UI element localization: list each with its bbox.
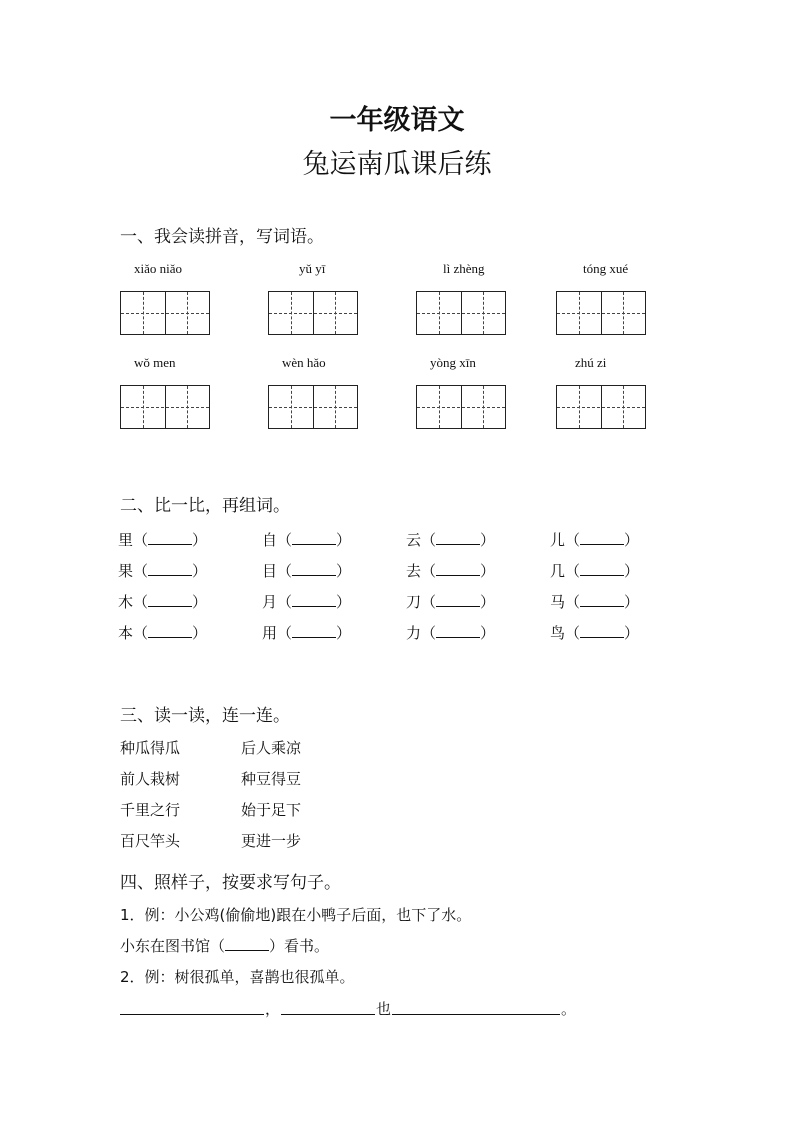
section3-heading: 三、读一读，连一连。 — [120, 706, 290, 726]
close-paren: ） — [624, 624, 640, 642]
q1-answer-blank[interactable] — [225, 936, 269, 951]
answer-blank[interactable] — [148, 530, 192, 545]
open-paren: （ — [133, 562, 149, 580]
answer-blank[interactable] — [580, 530, 624, 545]
compare-item — [406, 560, 495, 581]
page-subtitle: 兔运南瓜课后练 — [302, 149, 492, 180]
compare-char: 用 — [262, 624, 278, 642]
q2-period: 。 — [561, 1000, 577, 1018]
compare-item — [262, 622, 351, 643]
close-paren: ） — [192, 531, 208, 549]
compare-item — [118, 591, 207, 612]
answer-blank[interactable] — [580, 592, 624, 607]
section4-heading: 四、照样子，按要求写句子。 — [120, 873, 341, 893]
close-paren: ） — [192, 624, 208, 642]
close-paren: ） — [624, 562, 640, 580]
writing-grid[interactable] — [556, 385, 646, 429]
q2-blank-3[interactable] — [392, 1014, 560, 1015]
compare-char: 儿 — [550, 531, 566, 549]
compare-item — [262, 591, 351, 612]
answer-blank[interactable] — [292, 592, 336, 607]
close-paren: ） — [480, 562, 496, 580]
q2-example: 2．例：树很孤单，喜鹊也很孤单。 — [120, 968, 355, 986]
compare-char: 几 — [550, 562, 566, 580]
open-paren: （ — [277, 593, 293, 611]
q2-comma: ， — [265, 1000, 281, 1018]
open-paren: （ — [277, 531, 293, 549]
idiom-right[interactable]: 后人乘凉 — [241, 739, 302, 757]
answer-blank[interactable] — [436, 592, 480, 607]
writing-grid[interactable] — [416, 385, 506, 429]
compare-char: 目 — [262, 562, 278, 580]
compare-char: 刀 — [406, 593, 422, 611]
q2-blank-1[interactable] — [120, 1014, 264, 1015]
answer-blank[interactable] — [580, 623, 624, 638]
open-paren: （ — [133, 624, 149, 642]
pinyin-label: xiǎo niǎo — [134, 261, 183, 276]
compare-item — [550, 591, 639, 612]
writing-grid[interactable] — [120, 385, 210, 429]
writing-grid[interactable] — [268, 385, 358, 429]
answer-blank[interactable] — [148, 623, 192, 638]
compare-item — [262, 529, 351, 550]
compare-char: 果 — [118, 562, 134, 580]
q1-example: 1．例：小公鸡(偷偷地)跟在小鸭子后面，也下了水。 — [120, 906, 472, 924]
close-paren: ） — [480, 593, 496, 611]
compare-char: 木 — [118, 593, 134, 611]
pinyin-label: wǒ men — [134, 355, 176, 370]
open-paren: （ — [565, 624, 581, 642]
section1-heading: 一、我会读拼音，写词语。 — [120, 227, 324, 247]
pinyin-label: yǔ yī — [299, 261, 326, 276]
open-paren: （ — [421, 531, 437, 549]
answer-blank[interactable] — [292, 623, 336, 638]
compare-char: 本 — [118, 624, 134, 642]
close-paren: ） — [192, 593, 208, 611]
writing-grid[interactable] — [416, 291, 506, 335]
open-paren: （ — [133, 593, 149, 611]
answer-blank[interactable] — [436, 561, 480, 576]
compare-item — [406, 591, 495, 612]
idiom-left[interactable]: 前人栽树 — [120, 770, 181, 788]
close-paren: ） — [336, 531, 352, 549]
compare-item — [118, 529, 207, 550]
compare-char: 云 — [406, 531, 422, 549]
writing-grid[interactable] — [120, 291, 210, 335]
close-paren: ） — [192, 562, 208, 580]
page-title: 一年级语文 — [329, 105, 465, 136]
close-paren: ） — [624, 531, 640, 549]
idiom-left[interactable]: 千里之行 — [120, 801, 181, 819]
compare-char: 去 — [406, 562, 422, 580]
pinyin-label: wèn hǎo — [282, 355, 326, 370]
compare-char: 自 — [262, 531, 278, 549]
compare-char: 里 — [118, 531, 134, 549]
close-paren: ） — [480, 531, 496, 549]
compare-item — [118, 560, 207, 581]
compare-char: 力 — [406, 624, 422, 642]
idiom-left[interactable]: 百尺竿头 — [120, 832, 181, 850]
section2-heading: 二、比一比，再组词。 — [120, 496, 290, 516]
compare-item — [406, 529, 495, 550]
pinyin-label: yòng xīn — [430, 355, 476, 370]
compare-item — [550, 529, 639, 550]
compare-item — [406, 622, 495, 643]
compare-item — [118, 622, 207, 643]
open-paren: （ — [565, 593, 581, 611]
open-paren: （ — [565, 562, 581, 580]
answer-blank[interactable] — [436, 530, 480, 545]
writing-grid[interactable] — [268, 291, 358, 335]
idiom-right[interactable]: 更进一步 — [241, 832, 302, 850]
compare-item — [550, 622, 639, 643]
idiom-left[interactable]: 种瓜得瓜 — [120, 739, 181, 757]
close-paren: ） — [336, 562, 352, 580]
open-paren: （ — [421, 562, 437, 580]
pinyin-label: lì zhèng — [443, 261, 485, 276]
compare-char: 月 — [262, 593, 278, 611]
open-paren: （ — [565, 531, 581, 549]
answer-blank[interactable] — [148, 561, 192, 576]
q2-blank-2[interactable] — [281, 1014, 375, 1015]
q1-prompt-after: ）看书。 — [269, 937, 330, 955]
open-paren: （ — [421, 624, 437, 642]
open-paren: （ — [421, 593, 437, 611]
writing-grid[interactable] — [556, 291, 646, 335]
answer-blank[interactable] — [292, 561, 336, 576]
idiom-right[interactable]: 种豆得豆 — [241, 770, 302, 788]
idiom-right[interactable]: 始于足下 — [241, 801, 302, 819]
open-paren: （ — [277, 624, 293, 642]
q1-prompt — [120, 935, 329, 956]
compare-item — [550, 560, 639, 581]
close-paren: ） — [480, 624, 496, 642]
answer-blank[interactable] — [436, 623, 480, 638]
answer-blank[interactable] — [148, 592, 192, 607]
pinyin-label: tóng xué — [583, 261, 629, 276]
compare-char: 鸟 — [550, 624, 566, 642]
answer-blank[interactable] — [292, 530, 336, 545]
open-paren: （ — [277, 562, 293, 580]
close-paren: ） — [624, 593, 640, 611]
close-paren: ） — [336, 624, 352, 642]
open-paren: （ — [133, 531, 149, 549]
q2-also: 也 — [376, 1000, 392, 1018]
compare-char: 马 — [550, 593, 566, 611]
pinyin-label: zhú zi — [575, 355, 607, 370]
q1-prompt-before: 小东在图书馆（ — [120, 937, 226, 955]
answer-blank[interactable] — [580, 561, 624, 576]
close-paren: ） — [336, 593, 352, 611]
compare-item — [262, 560, 351, 581]
